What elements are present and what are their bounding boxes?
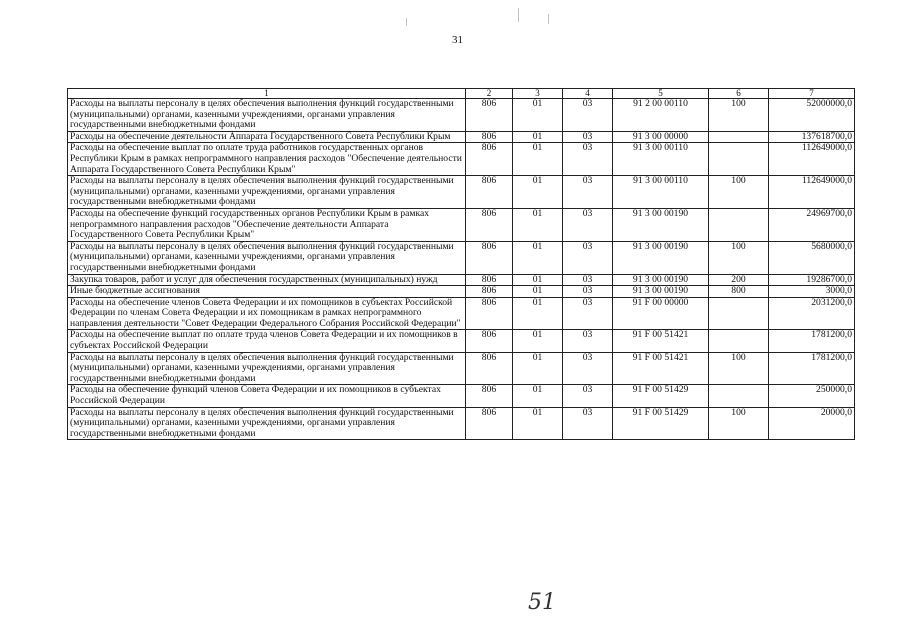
row-code-cell: 806 <box>466 352 513 385</box>
header-cell: 2 <box>466 89 513 99</box>
row-code-cell: 806 <box>466 297 513 330</box>
row-name-cell: Иные бюджетные ассигнования <box>68 286 466 298</box>
table-row <box>68 274 855 286</box>
row-subsection-cell: 03 <box>563 352 613 385</box>
table-row <box>68 407 855 440</box>
table-row <box>68 352 855 385</box>
row-subsection-cell: 03 <box>563 385 613 407</box>
table-row <box>68 208 855 241</box>
row-amount-cell: 19286700,0 <box>769 274 855 286</box>
table-row <box>68 99 855 132</box>
row-section-cell: 01 <box>513 297 563 330</box>
table-row <box>68 286 855 298</box>
row-expense-type-cell: 100 <box>709 407 769 440</box>
row-section-cell: 01 <box>513 143 563 176</box>
row-code-cell: 806 <box>466 208 513 241</box>
row-section-cell: 01 <box>513 274 563 286</box>
row-target-cell: 91 F 00 51429 <box>613 407 709 440</box>
row-subsection-cell: 03 <box>563 286 613 298</box>
row-section-cell: 01 <box>513 241 563 274</box>
row-name-cell: Расходы на выплаты персоналу в целях обеспечения выполнения функций государственными (муниципальными) органами, казенными учреждениями, органами управления государственными внебюджетными фондами <box>68 176 466 209</box>
table-header-row <box>68 89 855 99</box>
row-amount-cell: 52000000,0 <box>769 99 855 132</box>
row-section-cell: 01 <box>513 330 563 352</box>
row-code-cell: 806 <box>466 330 513 352</box>
row-expense-type-cell <box>709 330 769 352</box>
row-target-cell: 91 F 00 51421 <box>613 352 709 385</box>
row-expense-type-cell: 100 <box>709 352 769 385</box>
row-expense-type-cell: 100 <box>709 241 769 274</box>
table-row <box>68 241 855 274</box>
row-name-cell: Расходы на обеспечение деятельности Аппарата Государственного Совета Республики Крым <box>68 131 466 143</box>
row-subsection-cell: 03 <box>563 407 613 440</box>
header-cell: 5 <box>613 89 709 99</box>
row-section-cell: 01 <box>513 286 563 298</box>
page-number: 31 <box>452 34 463 46</box>
row-subsection-cell: 03 <box>563 241 613 274</box>
row-name-cell: Расходы на обеспечение функций членов Совета Федерации и их помощников в субъектах Российской Федерации <box>68 385 466 407</box>
row-expense-type-cell <box>709 385 769 407</box>
row-code-cell: 806 <box>466 241 513 274</box>
row-section-cell: 01 <box>513 407 563 440</box>
row-target-cell: 91 3 00 00190 <box>613 241 709 274</box>
row-amount-cell: 137618700,0 <box>769 131 855 143</box>
row-code-cell: 806 <box>466 274 513 286</box>
row-section-cell: 01 <box>513 176 563 209</box>
table-row <box>68 297 855 330</box>
row-section-cell: 01 <box>513 385 563 407</box>
row-code-cell: 806 <box>466 143 513 176</box>
row-subsection-cell: 03 <box>563 297 613 330</box>
row-name-cell: Расходы на обеспечение членов Совета Федерации и их помощников в субъектах Российской Федерации по членам Совета Федерации и их помощникам в рамках непрограммного направления деятельности "Совет Федерации Федерального Собрания Российской Федерации" <box>68 297 466 330</box>
row-target-cell: 91 F 00 00000 <box>613 297 709 330</box>
row-name-cell: Расходы на выплаты персоналу в целях обеспечения выполнения функций государственными (муниципальными) органами, казенными учреждениями, органами управления государственными внебюджетными фондами <box>68 99 466 132</box>
row-amount-cell: 112649000,0 <box>769 143 855 176</box>
row-amount-cell: 20000,0 <box>769 407 855 440</box>
row-name-cell: Расходы на обеспечение выплат по оплате труда работников государственных органов Республики Крым в рамках непрограммного направления расходов "Обеспечение деятельности Аппарата Государственного Совета Республики Крым" <box>68 143 466 176</box>
row-expense-type-cell <box>709 208 769 241</box>
row-section-cell: 01 <box>513 99 563 132</box>
row-amount-cell: 2031200,0 <box>769 297 855 330</box>
row-expense-type-cell <box>709 297 769 330</box>
row-name-cell: Расходы на обеспечение функций государственных органов Республики Крым в рамках непрограммного направления расходов "Обеспечение деятельности Аппарата Государственного Совета Республики Крым" <box>68 208 466 241</box>
row-section-cell: 01 <box>513 131 563 143</box>
row-amount-cell: 5680000,0 <box>769 241 855 274</box>
row-name-cell: Расходы на выплаты персоналу в целях обеспечения выполнения функций государственными (муниципальными) органами, казенными учреждениями, органами управления государственными внебюджетными фондами <box>68 241 466 274</box>
budget-table <box>67 88 855 440</box>
row-subsection-cell: 03 <box>563 274 613 286</box>
row-subsection-cell: 03 <box>563 131 613 143</box>
table-row <box>68 385 855 407</box>
row-target-cell: 91 3 00 00190 <box>613 208 709 241</box>
header-cell: 6 <box>709 89 769 99</box>
row-section-cell: 01 <box>513 352 563 385</box>
row-amount-cell: 250000,0 <box>769 385 855 407</box>
handwritten-mark: 51 <box>528 590 556 615</box>
row-subsection-cell: 03 <box>563 176 613 209</box>
row-section-cell: 01 <box>513 208 563 241</box>
scan-artifact <box>406 18 407 26</box>
row-code-cell: 806 <box>466 286 513 298</box>
row-amount-cell: 3000,0 <box>769 286 855 298</box>
row-amount-cell: 1781200,0 <box>769 352 855 385</box>
row-name-cell: Расходы на выплаты персоналу в целях обеспечения выполнения функций государственными (муниципальными) органами, казенными учреждениями, органами управления государственными внебюджетными фондами <box>68 352 466 385</box>
row-code-cell: 806 <box>466 131 513 143</box>
row-subsection-cell: 03 <box>563 99 613 132</box>
row-target-cell: 91 3 00 00110 <box>613 176 709 209</box>
row-amount-cell: 112649000,0 <box>769 176 855 209</box>
row-target-cell: 91 3 00 00110 <box>613 143 709 176</box>
row-target-cell: 91 F 00 51429 <box>613 385 709 407</box>
table-row <box>68 330 855 352</box>
scan-artifact <box>548 14 549 24</box>
header-cell: 1 <box>68 89 466 99</box>
row-target-cell: 91 3 00 00190 <box>613 286 709 298</box>
row-name-cell: Закупка товаров, работ и услуг для обеспечения государственных (муниципальных) нужд <box>68 274 466 286</box>
scan-artifact <box>518 8 519 22</box>
row-target-cell: 91 F 00 51421 <box>613 330 709 352</box>
row-subsection-cell: 03 <box>563 208 613 241</box>
row-expense-type-cell: 200 <box>709 274 769 286</box>
row-subsection-cell: 03 <box>563 143 613 176</box>
header-cell: 4 <box>563 89 613 99</box>
row-code-cell: 806 <box>466 385 513 407</box>
row-name-cell: Расходы на обеспечение выплат по оплате труда членов Совета Федерации и их помощников в субъектах Российской Федерации <box>68 330 466 352</box>
table-row <box>68 176 855 209</box>
row-target-cell: 91 2 00 00110 <box>613 99 709 132</box>
header-cell: 7 <box>769 89 855 99</box>
row-expense-type-cell: 100 <box>709 176 769 209</box>
row-expense-type-cell <box>709 131 769 143</box>
row-expense-type-cell: 800 <box>709 286 769 298</box>
table-row <box>68 131 855 143</box>
row-subsection-cell: 03 <box>563 330 613 352</box>
row-target-cell: 91 3 00 00000 <box>613 131 709 143</box>
row-amount-cell: 1781200,0 <box>769 330 855 352</box>
row-expense-type-cell <box>709 143 769 176</box>
row-code-cell: 806 <box>466 407 513 440</box>
row-amount-cell: 24969700,0 <box>769 208 855 241</box>
table-row <box>68 143 855 176</box>
row-name-cell: Расходы на выплаты персоналу в целях обеспечения выполнения функций государственными (муниципальными) органами, казенными учреждениями, органами управления государственными внебюджетными фондами <box>68 407 466 440</box>
row-expense-type-cell: 100 <box>709 99 769 132</box>
row-target-cell: 91 3 00 00190 <box>613 274 709 286</box>
row-code-cell: 806 <box>466 176 513 209</box>
header-cell: 3 <box>513 89 563 99</box>
row-code-cell: 806 <box>466 99 513 132</box>
